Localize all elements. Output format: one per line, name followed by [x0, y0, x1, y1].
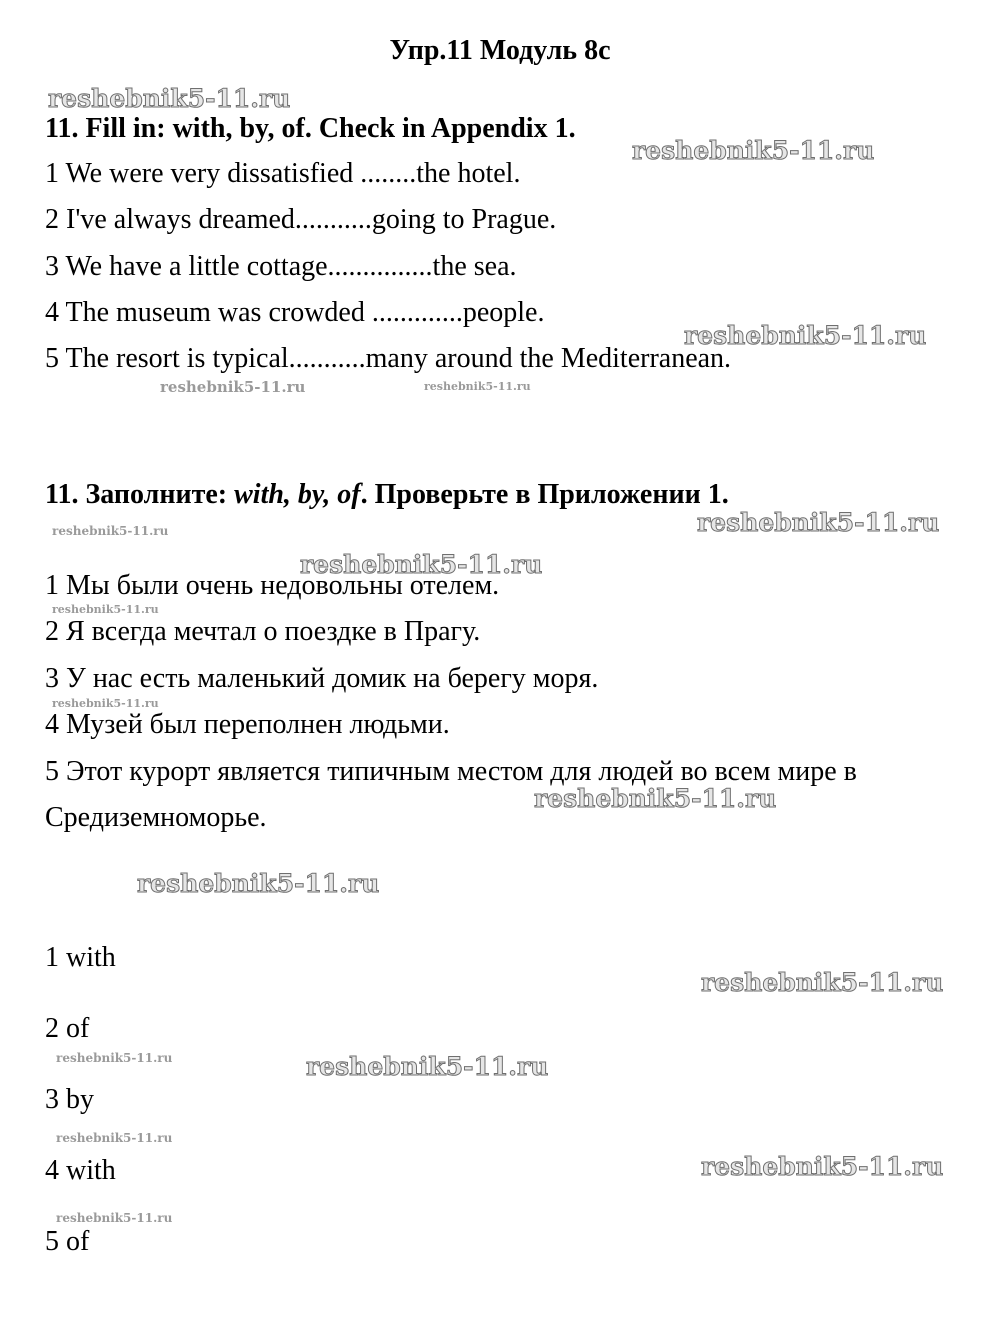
- watermark: reshebnik5-11.ru: [424, 380, 531, 393]
- watermark: reshebnik5-11.ru: [52, 697, 159, 710]
- watermark: reshebnik5-11.ru: [684, 321, 927, 350]
- watermark: reshebnik5-11.ru: [56, 1051, 173, 1065]
- russian-heading: [45, 478, 729, 512]
- russian-heading-rest: . Проверьте в Приложении 1.: [360, 479, 729, 510]
- watermark: reshebnik5-11.ru: [300, 550, 543, 579]
- watermark: reshebnik5-11.ru: [306, 1052, 549, 1081]
- russian-item-5-continued: Средиземноморье.: [45, 802, 267, 833]
- english-item-4: 4 The museum was crowded .............people.: [45, 297, 545, 328]
- english-item-5: 5 The resort is typical...........many around the Mediterranean.: [45, 343, 732, 374]
- watermark: reshebnik5-11.ru: [160, 378, 306, 396]
- english-heading: 11. Fill in: with, by, of. Check in Appendix 1.: [45, 113, 576, 144]
- watermark: reshebnik5-11.ru: [137, 869, 380, 898]
- english-item-2: 2 I've always dreamed...........going to Prague.: [45, 204, 557, 235]
- answer-2: 2 of: [45, 1013, 90, 1044]
- russian-item-4: 4 Музей был переполнен людьми.: [45, 709, 450, 740]
- watermark: reshebnik5-11.ru: [632, 136, 875, 165]
- watermark: reshebnik5-11.ru: [701, 1152, 944, 1181]
- answer-5: 5 of: [45, 1226, 90, 1257]
- watermark: reshebnik5-11.ru: [52, 524, 169, 538]
- page-title: Упр.11 Модуль 8с: [389, 35, 611, 66]
- watermark: reshebnik5-11.ru: [697, 508, 940, 537]
- answer-3: 3 by: [45, 1084, 94, 1115]
- russian-heading-words: with, by, of: [234, 479, 361, 510]
- russian-item-3: 3 У нас есть маленький домик на берегу моря.: [45, 663, 599, 694]
- russian-item-2: 2 Я всегда мечтал о поездке в Прагу.: [45, 616, 481, 647]
- answer-4: 4 with: [45, 1155, 116, 1186]
- watermark: reshebnik5-11.ru: [534, 784, 777, 813]
- watermark: reshebnik5-11.ru: [701, 968, 944, 997]
- watermark: reshebnik5-11.ru: [52, 603, 159, 616]
- russian-item-1: 1 Мы были очень недовольны отелем.: [45, 570, 500, 601]
- watermark: reshebnik5-11.ru: [48, 84, 291, 113]
- answer-1: 1 with: [45, 942, 116, 973]
- russian-item-5: 5 Этот курорт является типичным местом для людей во всем мире в: [45, 756, 857, 787]
- english-item-1: 1 We were very dissatisfied ........the hotel.: [45, 158, 521, 189]
- watermark: reshebnik5-11.ru: [56, 1211, 173, 1225]
- russian-heading-number: 11. Заполните:: [45, 479, 235, 510]
- watermark: reshebnik5-11.ru: [56, 1131, 173, 1145]
- english-item-3: 3 We have a little cottage...............the sea.: [45, 251, 517, 282]
